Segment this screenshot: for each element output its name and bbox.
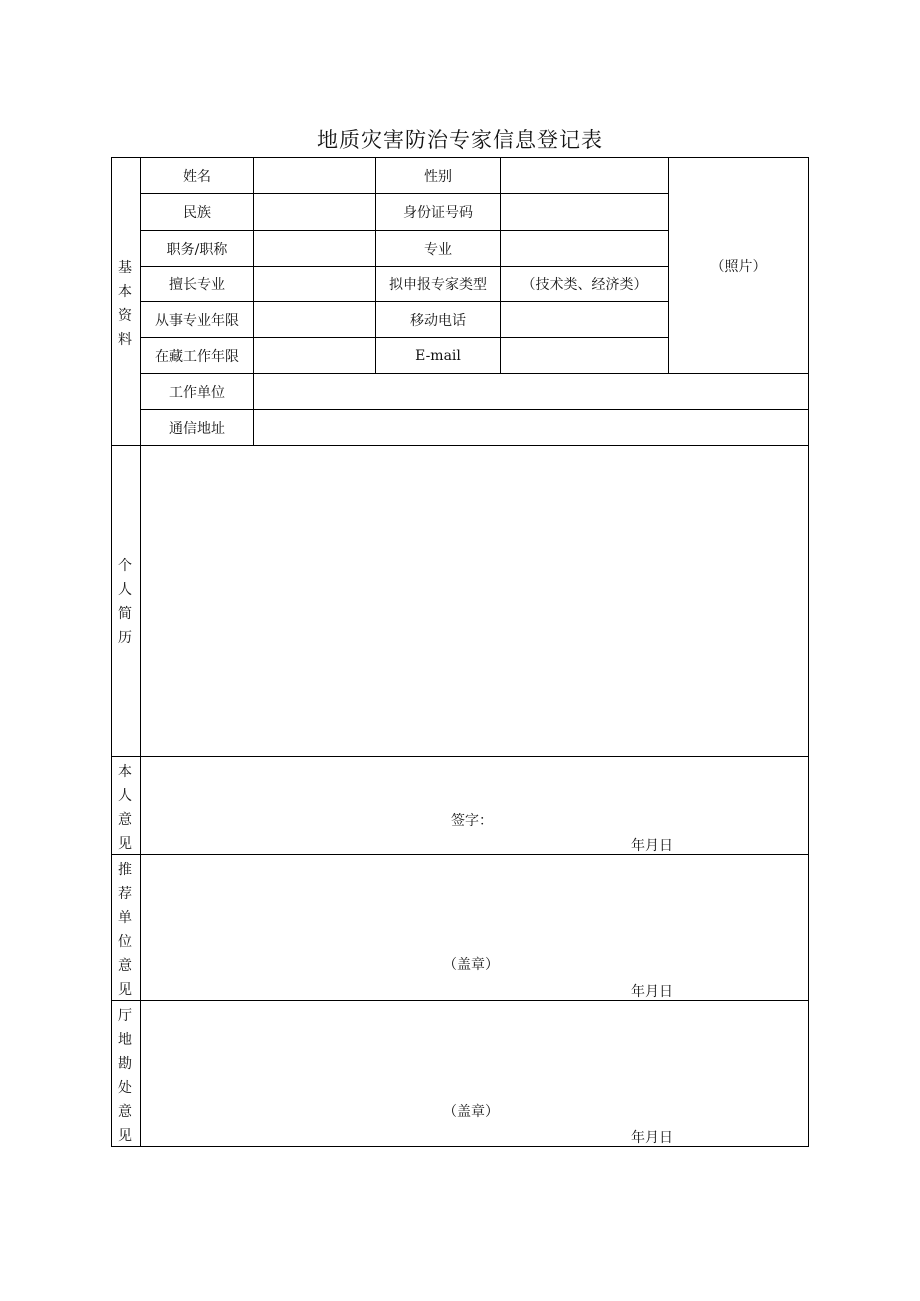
ethnicity-label: 民族 bbox=[183, 205, 211, 221]
major-field[interactable] bbox=[501, 231, 668, 266]
position-title-field[interactable] bbox=[254, 231, 375, 266]
recommender-seal-label: （盖章） bbox=[443, 957, 499, 973]
recommender-opinion-field[interactable] bbox=[141, 855, 808, 1000]
tibet-work-years-label: 在藏工作年限 bbox=[155, 348, 239, 365]
major-label: 专业 bbox=[424, 241, 452, 258]
gender-field[interactable] bbox=[501, 158, 668, 193]
id-number-field[interactable] bbox=[501, 194, 668, 230]
bureau-seal-label: （盖章） bbox=[443, 1104, 499, 1120]
specialty-label: 擅长专业 bbox=[169, 277, 225, 293]
mobile-phone-field[interactable] bbox=[501, 302, 668, 337]
name-field[interactable] bbox=[254, 158, 375, 193]
work-unit-field[interactable] bbox=[254, 374, 808, 409]
id-number-label: 身份证号码 bbox=[403, 205, 473, 221]
photo-placeholder[interactable]: （照片） bbox=[710, 258, 767, 275]
recommender-opinion-section-label: 推 荐 单 位 意 见 bbox=[118, 862, 132, 998]
name-label: 姓名 bbox=[183, 168, 211, 185]
personal-opinion-date-label: 年月日 bbox=[631, 838, 673, 854]
email-label: E-mail bbox=[415, 347, 461, 364]
tibet-work-years-field[interactable] bbox=[254, 338, 375, 373]
resume-section-label: 个 人 简 历 bbox=[118, 558, 132, 646]
position-title-label: 职务/职称 bbox=[166, 241, 228, 258]
bureau-opinion-field[interactable] bbox=[141, 1001, 808, 1146]
work-unit-label: 工作单位 bbox=[169, 384, 225, 401]
mobile-phone-label: 移动电话 bbox=[410, 312, 466, 329]
expert-type-label: 拟申报专家类型 bbox=[389, 277, 487, 293]
years-in-profession-label: 从事专业年限 bbox=[155, 312, 239, 329]
years-in-profession-field[interactable] bbox=[254, 302, 375, 337]
mailing-address-label: 通信地址 bbox=[169, 420, 225, 437]
bureau-opinion-section-label: 厅 地 勘 处 意 见 bbox=[118, 1008, 132, 1144]
basic-info-section-label: 基 本 资 料 bbox=[118, 260, 132, 348]
gender-label: 性别 bbox=[424, 168, 452, 185]
recommender-date-label: 年月日 bbox=[631, 984, 673, 1000]
form-title: 地质灾害防治专家信息登记表 bbox=[317, 128, 603, 152]
specialty-field[interactable] bbox=[254, 267, 375, 301]
personal-opinion-field[interactable] bbox=[141, 757, 808, 854]
ethnicity-field[interactable] bbox=[254, 194, 375, 230]
expert-type-field[interactable]: （技术类、经济类） bbox=[521, 277, 648, 293]
mailing-address-field[interactable] bbox=[254, 410, 808, 445]
resume-field[interactable] bbox=[141, 446, 808, 756]
bureau-date-label: 年月日 bbox=[631, 1130, 673, 1146]
personal-opinion-section-label: 本 人 意 见 bbox=[118, 764, 132, 852]
email-field[interactable] bbox=[501, 338, 668, 373]
signature-label: 签字： bbox=[451, 813, 493, 829]
